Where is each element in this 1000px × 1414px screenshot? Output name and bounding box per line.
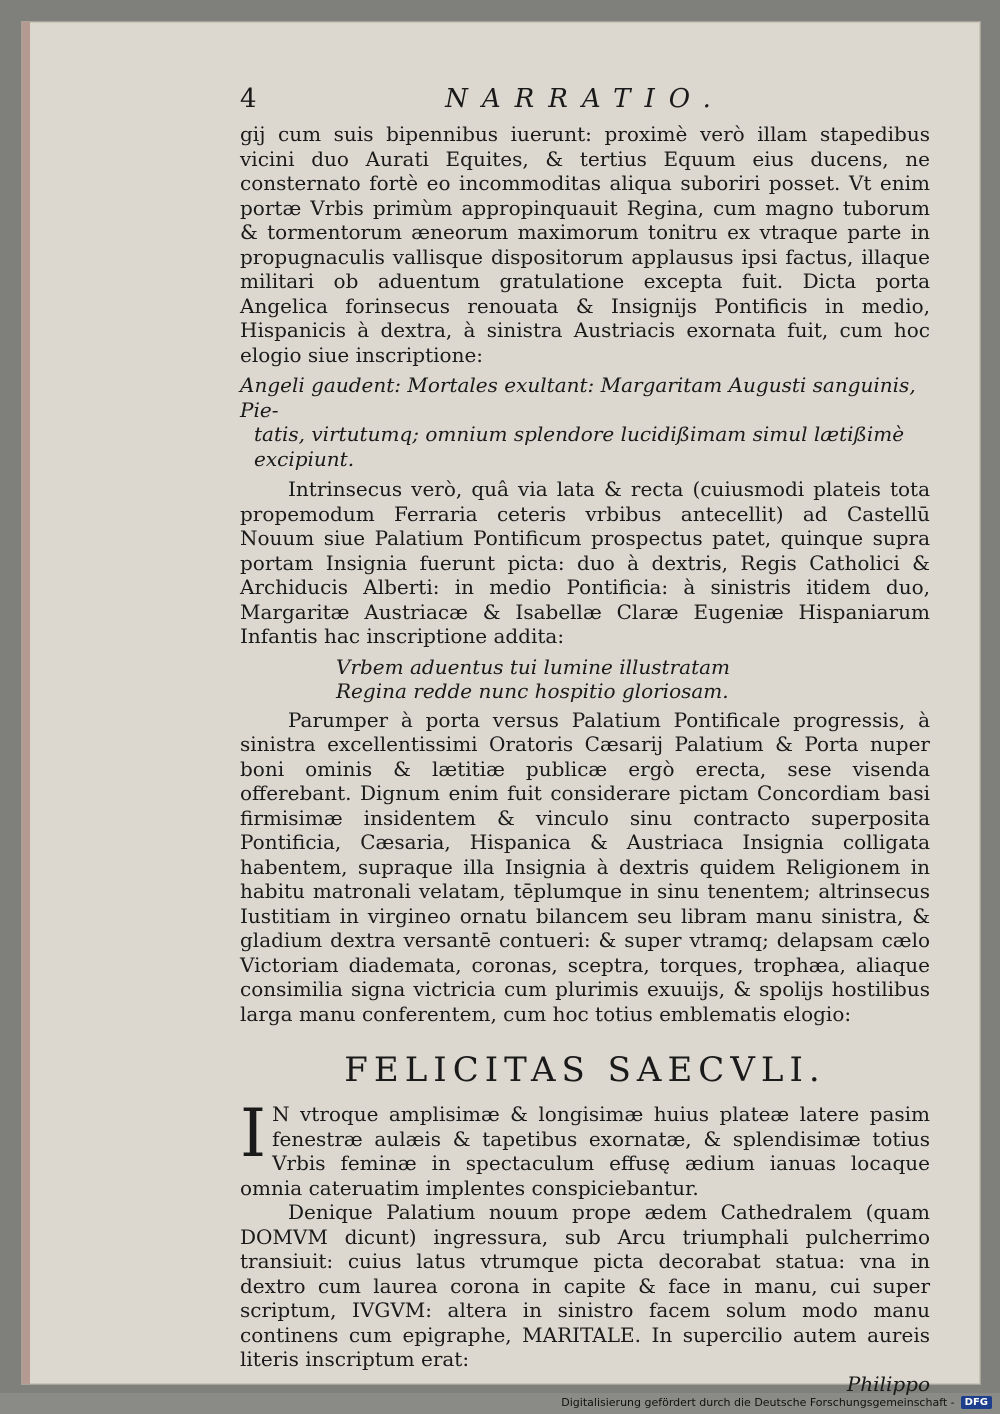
angelica-inscription	[240, 373, 930, 471]
paragraph-5-text: N vtroque amplisimæ & longisimæ huius plateæ latere pasim fenestræ aulæis & tapetibus exornatæ, & splendisimæ totius Vrbis feminæ in spectaculum effusę ædium ianuas locaque omnia cateruatim implentes conspiciebantur.	[240, 1102, 930, 1200]
drop-cap: I	[240, 1095, 267, 1172]
text-block	[240, 80, 930, 1396]
inscription-line-2: tatis, virtutumq; omnium splendore lucidißimam simul lætißimè excipiunt.	[254, 422, 905, 471]
running-head: NARRATIO.	[445, 84, 725, 114]
paragraph-6: Denique Palatium nouum prope ædem Cathedralem (quam DOMVM dicunt) ingressura, sub Arcu triumphali pulcherrimo transiuit: cuius latus vtrumque picta decorabat statua: vna in dextro cum laurea corona in capite & face in manu, cui super scriptum, IVGVM: altera in sinistro facem solum modo manu continens cum epigraphe, MARITALE. In supercilio autem aureis literis inscriptum erat:	[240, 1200, 930, 1371]
page-number: 4	[240, 84, 257, 114]
dfg-logo: DFG	[961, 1396, 992, 1409]
paragraph-1: gij cum suis bipennibus iuerunt: proximè verò illam stapedibus vicini duo Aurati Equites, & tertius Equum eius ducens, ne consternato fortè eo incommoditas aliqua suboriri posset. Vt enim portæ Vrbis primùm appropinquauit Regina, cum magno tuborum & tormentorum æneorum maximorum tonitru ex vtraque parte in propugnaculis vallisque dispositorum applausus ipsi factus, illaque militari ob aduentum gratulatione excepta fuit. Dicta porta Angelica forinsecus renouata & Insignijs Pontificis in medio, Hispanicis à dextra, à sinistra Austriacis exornata fuit, cum hoc elogio siue inscriptione:	[240, 122, 930, 367]
page-edge	[22, 22, 30, 1384]
section-title: FELICITAS SAECVLI.	[344, 1050, 826, 1090]
inscription-line-1: Angeli gaudent: Mortales exultant: Margaritam Augusti sanguinis, Pie-	[240, 373, 916, 422]
verse-line-1: Vrbem aduentus tui lumine illustratam	[336, 654, 730, 679]
paragraph-4: Parumper à porta versus Palatium Pontificale progressis, à sinistra excellentissimi Oratoris Cæsarij Palatium & Porta nuper boni ominis & lætitiæ publicæ ergò erecta, sese visenda offerebant. Dignum enim fuit considerare pictam Concordiam basi firmisimæ insidentem & vinculo sinu contracto superposita Pontificia, Cæsaria, Hispanica & Austriaca Insignia colligata habentem, supraque illa Insignia à dextris quidem Religionem in habitu matronali velatam, tēplumque in sinu tenentem; altrinsecus Iustitiam in virgineo ornatu bilancem seu libram manu sinistra, & gladium dextra versantē contueri: & super vtramq; delapsam cælo Victoriam diademata, coronas, sceptra, torques, trophæa, aliaque consimilia signa victricia cum plurimis exuuijs, & spolijs hostilibus larga manu conferentem, cum hoc totius emblematis elogio:	[240, 707, 930, 1026]
digitization-footer	[561, 1392, 992, 1412]
verse-line-2: Regina redde nunc hospitio gloriosam.	[336, 679, 729, 703]
paragraph-3: Intrinsecus verò, quâ via lata & recta (cuiusmodi plateis tota propemodum Ferraria ceteris vrbibus antecellit) ad Castellū Nouum siue Palatium Pontificum prospectus patet, quinque supra portam Insignia fuerunt picta: duo à dextris, Regis Catholici & Archiducis Alberti: in medio Pontificia: à sinistris itidem duo, Margaritæ Austriacæ & Isabellæ Claræ Eugeniæ Hispaniarum Infantis hac inscriptione addita:	[240, 477, 930, 648]
footer-text: Digitalisierung gefördert durch die Deutsche Forschungsgemeinschaft -	[561, 1395, 955, 1409]
page-header	[240, 80, 930, 122]
verse-inscription	[240, 655, 930, 704]
paragraph-5	[240, 1095, 930, 1200]
catchword: Philippo	[846, 1371, 930, 1396]
